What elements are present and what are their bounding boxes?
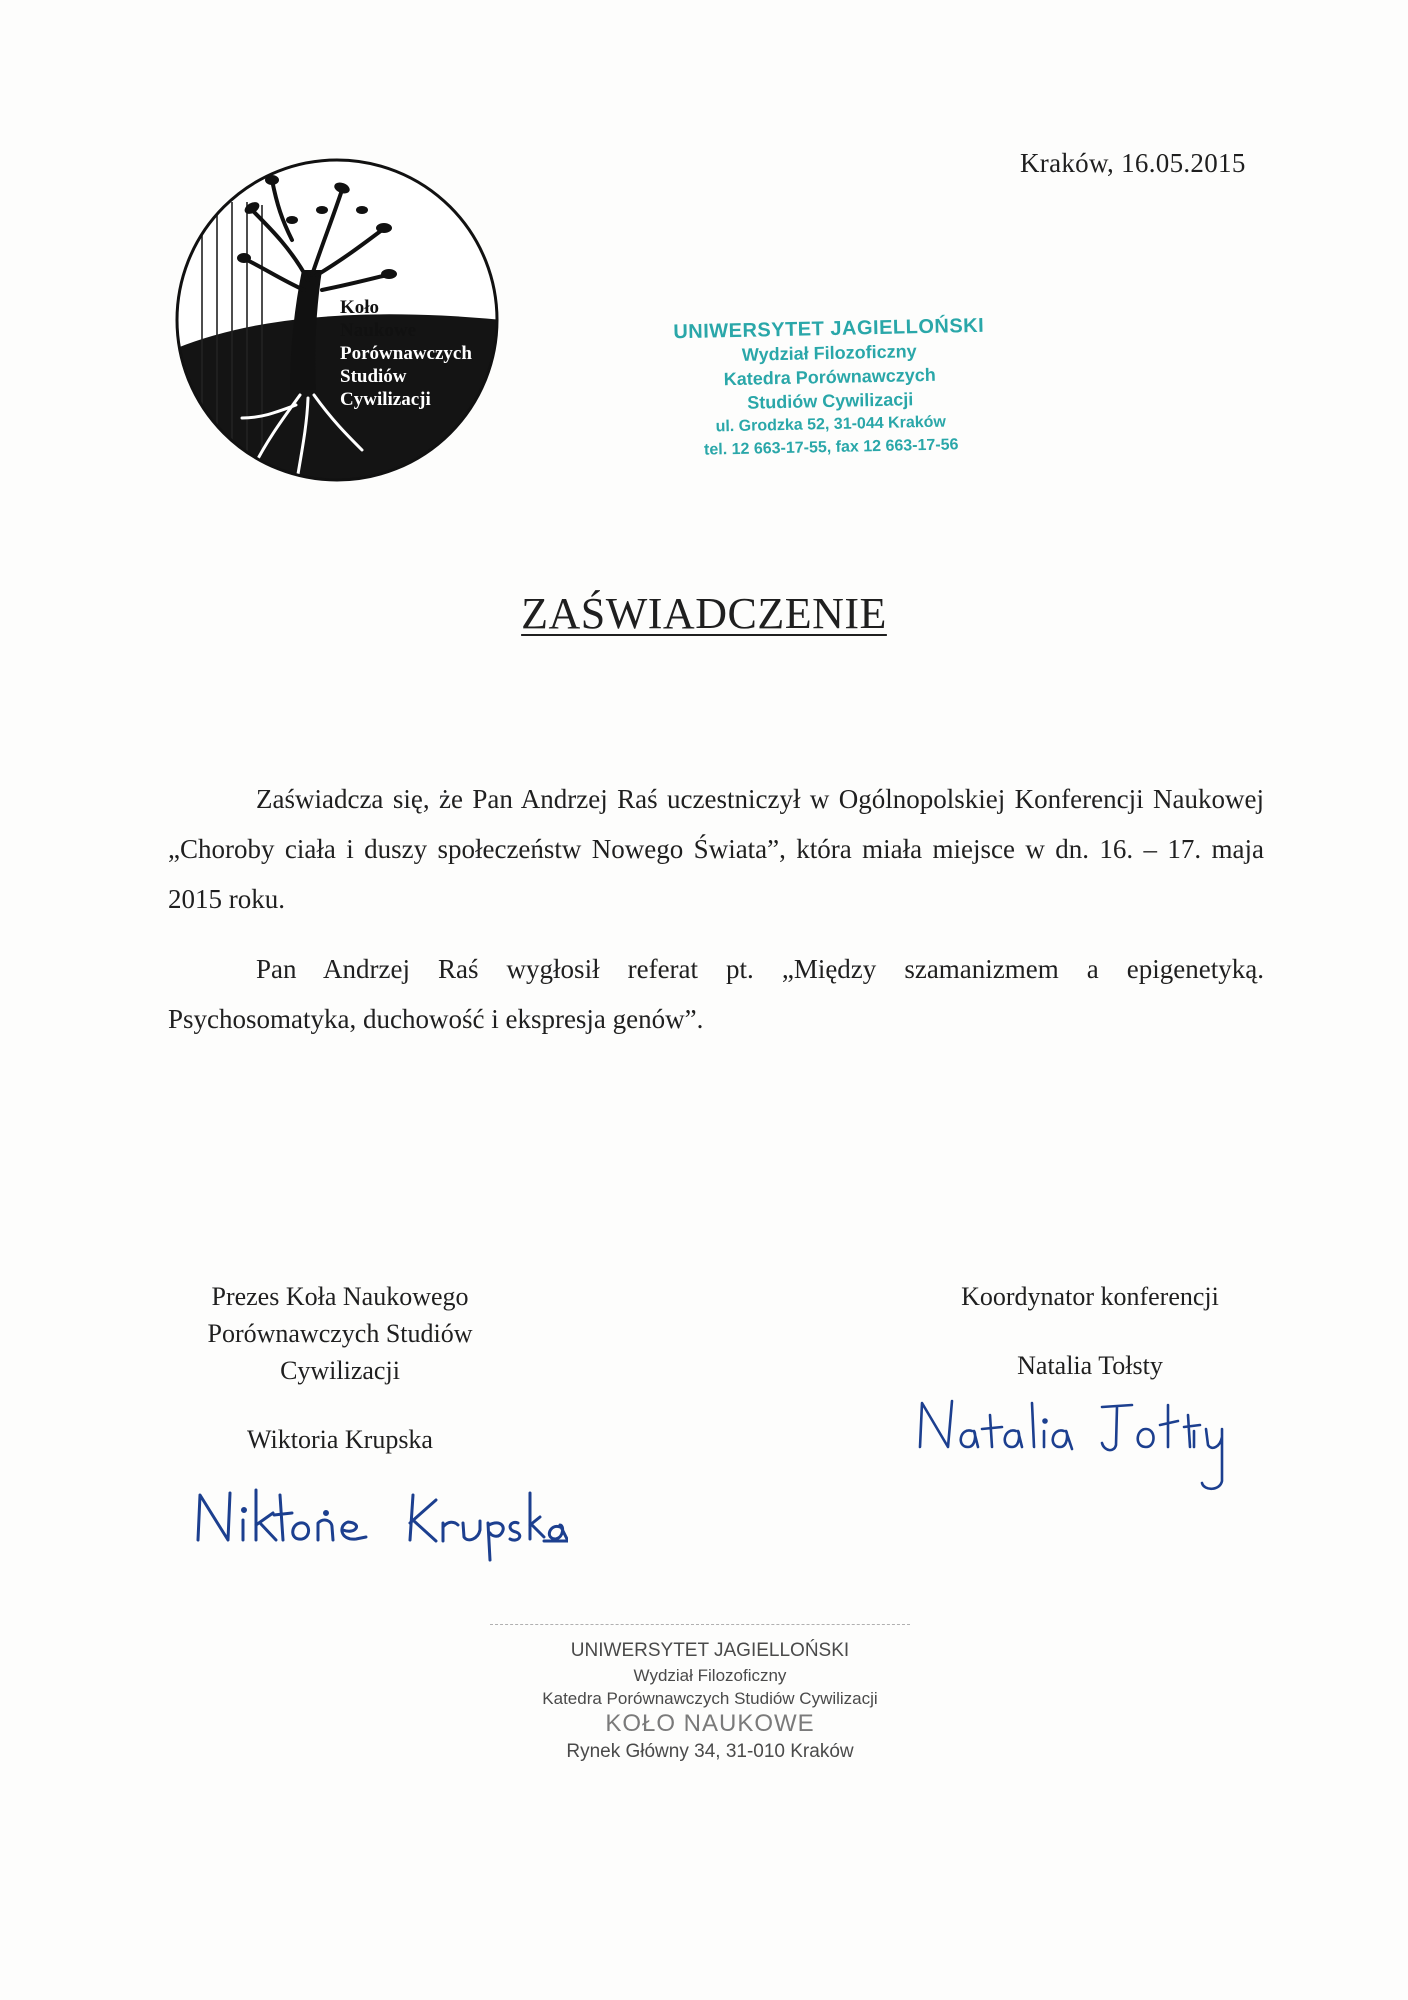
body-paragraph-2: Pan Andrzej Raś wygłosił referat pt. „Między szamanizmem a epigenetyką. Psychosomatyka, duchowość i ekspresja genów”. <box>168 954 1264 1034</box>
stamp-line: Katedra Porównawczych <box>723 364 936 390</box>
stamp-line: UNIWERSYTET JAGIELLOŃSKI <box>570 1640 850 1661</box>
body-paragraph-1: Zaświadcza się, że Pan Andrzej Raś uczestniczył w Ogólnopolskiej Konferencji Naukowej „Choroby ciała i duszy społeczeństw Nowego Świata”, która miała miejsce w dn. 16. – 17. maja 2015 roku. <box>168 784 1264 914</box>
stamp-line: Rynek Główny 34, 31-010 Kraków <box>566 1741 854 1762</box>
signatory-title-line: Porównawczych Studiów <box>207 1319 473 1348</box>
stamp-divider <box>490 1624 910 1625</box>
document-heading <box>0 588 1408 639</box>
signatory-title: Koordynator konferencji <box>961 1282 1219 1311</box>
logo-line: Cywilizacji <box>340 389 431 410</box>
signatory-left <box>150 1278 530 1458</box>
logo-line: Studiów <box>340 366 407 387</box>
signatory-title-line: Cywilizacji <box>280 1356 400 1385</box>
university-stamp <box>639 314 1022 463</box>
certificate-body <box>168 774 1264 1044</box>
signatory-title-line: Prezes Koła Naukowego <box>211 1282 469 1311</box>
stamp-line: Katedra Porównawczych Studiów Cywilizacji <box>542 1689 878 1708</box>
logo-line: Porównawczych <box>340 343 472 364</box>
signatory-name: Natalia Tołsty <box>1017 1351 1163 1380</box>
signatory-name: Wiktoria Krupska <box>247 1425 433 1454</box>
stamp-line: KOŁO NAUKOWE <box>605 1710 815 1737</box>
stamp-line: Studiów Cywilizacji <box>747 389 914 413</box>
handwritten-signature-right <box>912 1385 1232 1495</box>
stamp-line: UNIWERSYTET JAGIELLOŃSKI <box>673 314 985 344</box>
heading-text: ZAŚWIADCZENIE <box>521 589 887 638</box>
date: Kraków, 16.05.2015 <box>1020 148 1246 178</box>
logo-text <box>340 296 472 411</box>
stamp-line: ul. Grodzka 52, 31-044 Kraków <box>715 413 947 436</box>
stamp-line: tel. 12 663-17-55, fax 12 663-17-56 <box>703 436 959 459</box>
stamp-line: Wydział Filozoficzny <box>741 341 917 365</box>
stamp-line: Wydział Filozoficzny <box>633 1666 787 1685</box>
logo-line: Koło <box>340 297 380 318</box>
circle-stamp <box>480 1638 940 1765</box>
logo-line: Naukowe <box>340 320 417 341</box>
signatory-right <box>880 1278 1300 1384</box>
handwritten-signature-left <box>188 1475 568 1565</box>
